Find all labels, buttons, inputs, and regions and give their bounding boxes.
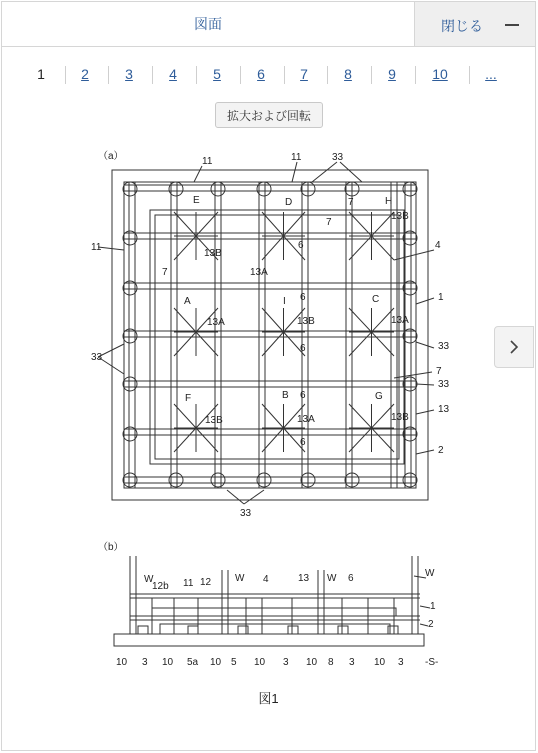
- ref-label: 6: [300, 437, 306, 448]
- tab-figure[interactable]: [2, 2, 414, 46]
- page-link-7[interactable]: 7: [300, 66, 308, 82]
- ref-label: 3: [142, 657, 148, 668]
- drawing-line: [416, 410, 434, 414]
- ref-label: 7: [162, 267, 168, 278]
- ref-label: W: [327, 573, 337, 584]
- ref-label: H: [385, 196, 393, 207]
- ref-label: 4: [435, 240, 441, 251]
- ref-label: W: [235, 573, 245, 584]
- drawing-line: [152, 608, 396, 616]
- ref-label: 6: [300, 343, 306, 354]
- drawing-line: [211, 473, 225, 487]
- drawing-line: [394, 372, 432, 378]
- page-link-9[interactable]: 9: [388, 66, 396, 82]
- separator: [371, 66, 372, 84]
- ref-label: 7: [436, 366, 442, 377]
- drawing-line: [114, 634, 424, 646]
- drawing-line: [112, 170, 428, 500]
- ref-label: 6: [300, 390, 306, 401]
- ref-label: 8: [328, 657, 334, 668]
- ref-label: W: [144, 574, 154, 585]
- ref-label: 33: [438, 341, 450, 352]
- separator: [284, 66, 285, 84]
- separator: [240, 66, 241, 84]
- page-navigation: [2, 66, 535, 86]
- ref-label: 13B: [205, 415, 223, 426]
- separator: [65, 66, 66, 84]
- ref-label: 11: [291, 152, 302, 163]
- page-link-1: 1: [37, 66, 45, 82]
- separator: [196, 66, 197, 84]
- ref-label: W: [425, 568, 435, 579]
- ref-label: -S-: [425, 657, 439, 668]
- drawing-line: [138, 626, 148, 634]
- ref-label: C: [372, 294, 380, 305]
- ref-label: 3: [349, 657, 355, 668]
- ref-label: 3: [283, 657, 289, 668]
- figure-viewer-dialog: [1, 1, 536, 751]
- ref-label: 11: [91, 242, 102, 253]
- tab-figure-label: 図面: [194, 16, 222, 32]
- ref-label: 7: [348, 197, 354, 208]
- ref-label: 33: [91, 352, 103, 363]
- panel-b-label: （b）: [98, 542, 124, 553]
- drawing-line: [420, 624, 428, 626]
- page-link-5[interactable]: 5: [213, 66, 221, 82]
- page-link-more[interactable]: ...: [485, 66, 497, 82]
- ref-label: 3: [398, 657, 404, 668]
- panel-a-label: （a）: [98, 151, 124, 162]
- ref-label: E: [193, 195, 200, 206]
- zoom-rotate-button[interactable]: [215, 102, 323, 128]
- drawing-line: [194, 166, 202, 182]
- ref-label: 2: [438, 445, 444, 456]
- separator: [415, 66, 416, 84]
- ref-label: 13B: [391, 412, 409, 423]
- ref-label: 10: [306, 657, 318, 668]
- drawing-line: [420, 606, 430, 608]
- page-link-6[interactable]: 6: [257, 66, 265, 82]
- ref-label: 1: [438, 292, 444, 303]
- ref-label: 11: [183, 578, 194, 589]
- ref-label: 33: [438, 379, 450, 390]
- ref-label: 13B: [204, 248, 222, 259]
- close-label: 閉じる: [441, 18, 483, 34]
- drawing-line: [416, 342, 434, 348]
- drawing-line: [98, 247, 124, 250]
- page-link-8[interactable]: 8: [344, 66, 352, 82]
- separator: [469, 66, 470, 84]
- ref-label: A: [184, 296, 191, 307]
- page-link-2[interactable]: 2: [81, 66, 89, 82]
- ref-label: 10: [116, 657, 128, 668]
- ref-label: 12: [200, 577, 212, 588]
- zoom-rotate-label: 拡大および回転: [226, 108, 311, 123]
- ref-label: 13B: [391, 211, 409, 222]
- ref-label: 13: [298, 573, 310, 584]
- separator: [108, 66, 109, 84]
- ref-label: 33: [332, 152, 344, 163]
- ref-label: G: [375, 391, 383, 402]
- separator: [152, 66, 153, 84]
- ref-label: 4: [263, 574, 269, 585]
- drawing-line: [416, 450, 434, 454]
- drawing-line: [211, 182, 225, 196]
- page-link-4[interactable]: 4: [169, 66, 177, 82]
- ref-label: 10: [374, 657, 386, 668]
- figure-caption: 図1: [258, 691, 279, 706]
- ref-label: 5: [231, 657, 237, 668]
- page-link-3[interactable]: 3: [125, 66, 133, 82]
- drawing-line: [188, 626, 198, 634]
- ref-label: 10: [162, 657, 174, 668]
- ref-label: 13A: [250, 267, 268, 278]
- ref-label: 10: [210, 657, 222, 668]
- ref-label: 12b: [152, 581, 169, 592]
- ref-label: 13A: [391, 315, 409, 326]
- drawing-line: [416, 384, 434, 385]
- ref-label: 13A: [297, 414, 315, 425]
- ref-label: D: [285, 197, 293, 208]
- ref-label: I: [283, 296, 286, 307]
- drawing-line: [292, 162, 297, 182]
- minimize-icon[interactable]: [505, 24, 519, 26]
- ref-label: 7: [326, 217, 332, 228]
- ref-label: 6: [348, 573, 354, 584]
- drawing-line: [340, 162, 362, 182]
- patent-drawing: [2, 142, 535, 672]
- drawing-line: [124, 182, 416, 488]
- drawing-line: [288, 626, 298, 634]
- ref-label: 13A: [207, 317, 225, 328]
- ref-label: 13B: [297, 316, 315, 327]
- separator: [327, 66, 328, 84]
- ref-label: 33: [240, 508, 252, 519]
- drawing-line: [312, 162, 337, 182]
- page-link-10[interactable]: 10: [432, 66, 448, 82]
- drawing-line: [416, 298, 434, 304]
- ref-label: 10: [254, 657, 266, 668]
- drawing-line: [227, 490, 244, 504]
- ref-label: 1: [430, 601, 436, 612]
- ref-label: 11: [202, 156, 213, 167]
- viewer-header: [2, 2, 535, 47]
- ref-label: 2: [428, 619, 434, 630]
- ref-label: F: [185, 393, 192, 404]
- drawing-line: [244, 490, 264, 504]
- ref-label: B: [282, 390, 289, 401]
- ref-label: 6: [300, 292, 306, 303]
- close-button[interactable]: [414, 2, 535, 46]
- ref-label: 5a: [187, 657, 199, 668]
- ref-label: 6: [298, 240, 304, 251]
- ref-label: 13: [438, 404, 450, 415]
- drawing-line: [338, 626, 348, 634]
